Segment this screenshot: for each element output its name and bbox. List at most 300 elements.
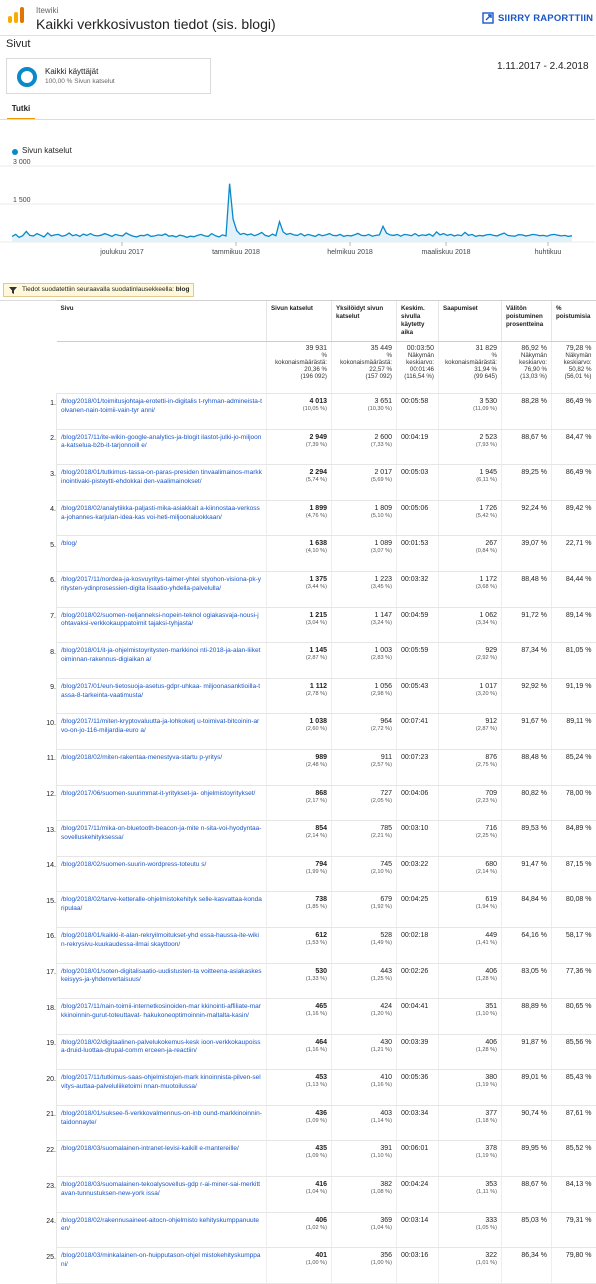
avg-time-cell-value: 00:04:25 <box>401 896 429 904</box>
bounce-rate-cell <box>502 571 552 607</box>
exit-rate-cell-value: 87,61 % <box>565 1109 592 1117</box>
totals-cell <box>397 342 439 394</box>
page-cell <box>57 1248 267 1284</box>
entrances-cell-value: 1 945 <box>479 469 497 477</box>
bounce-rate-cell-value: 89,01 % <box>521 1074 547 1082</box>
exit-rate-cell-value: 84,44 % <box>565 575 592 583</box>
bounce-rate-cell-value: 88,67 % <box>521 433 547 441</box>
table-row <box>57 999 596 1035</box>
filter-note-value: blog <box>175 286 190 293</box>
page-cell <box>57 892 267 928</box>
page-path-link[interactable]: /blog/2017/11/tutkimus-saas-ohjelmistojen-mark kinoinnista-pilven-selvitys-auttaa-palveluliiketoimi nnan-muotoilussa/ <box>61 1074 261 1091</box>
bounce-rate-cell-value: 83,05 % <box>521 967 547 975</box>
pageviews-cell-percent: (2,14 %) <box>305 833 327 840</box>
row-index: 2. <box>50 435 56 443</box>
chart-x-tick-label: maaliskuu 2018 <box>421 249 471 256</box>
page-cell <box>57 1070 267 1106</box>
pageviews-cell <box>267 999 332 1035</box>
bounce-rate-cell <box>502 465 552 501</box>
exit-rate-cell-value: 78,00 % <box>565 789 592 797</box>
entrances-cell-percent: (3,34 %) <box>475 619 497 626</box>
chart-x-tick-label: joulukuu 2017 <box>100 249 144 256</box>
unique-pageviews-cell <box>332 892 397 928</box>
entrances-cell-percent: (1,05 %) <box>475 1224 497 1231</box>
bounce-rate-cell <box>502 1034 552 1070</box>
unique-pageviews-cell <box>332 571 397 607</box>
unique-pageviews-cell-percent: (1,92 %) <box>370 904 392 911</box>
exit-rate-cell <box>552 1212 596 1248</box>
unique-pageviews-cell-percent: (1,08 %) <box>370 1189 392 1196</box>
unique-pageviews-cell-value: 1 003 <box>374 647 392 655</box>
page-path-link[interactable]: /blog/2018/01/tutkimus-tassa-on-paras-presiden tinvaalimainos-markkinointivaki-pisteytti-ehdokkai den-vaalimainokset/ <box>61 469 262 485</box>
entrances-cell <box>439 1105 502 1141</box>
avg-time-cell <box>397 465 439 501</box>
unique-pageviews-cell-percent: (1,10 %) <box>370 1153 392 1160</box>
pageviews-cell <box>267 1141 332 1177</box>
bounce-rate-cell-value: 92,24 % <box>521 504 547 512</box>
avg-time-cell-value: 00:03:32 <box>401 575 429 583</box>
segment-selector[interactable] <box>6 58 211 94</box>
page-path-link[interactable]: /blog/2018/02/suomen-suurin-wordpress-toteutu s/ <box>61 860 207 868</box>
avg-time-cell <box>397 678 439 714</box>
bounce-rate-cell-value: 89,95 % <box>521 1145 547 1153</box>
pageviews-cell-value: 794 <box>315 860 327 868</box>
avg-time-cell <box>397 999 439 1035</box>
unique-pageviews-cell <box>332 927 397 963</box>
avg-time-cell <box>397 1034 439 1070</box>
page-cell <box>57 1177 267 1213</box>
table-row <box>57 1177 596 1213</box>
row-index: 8. <box>50 648 56 656</box>
entrances-cell-percent: (3,68 %) <box>475 583 497 590</box>
page-path-link[interactable]: /blog/2018/01/toimitusjohtaja-erotetti-in-digitalis t-ryhman-admineista-tolvanen-nain-toimii-vain-tyr anni/ <box>61 398 262 414</box>
avg-time-cell <box>397 1070 439 1106</box>
bounce-rate-cell-value: 88,67 % <box>521 1181 547 1189</box>
entrances-cell <box>439 1141 502 1177</box>
page-cell <box>57 927 267 963</box>
totals-detail: (56,01 %) <box>564 373 592 380</box>
exit-rate-cell-value: 86,49 % <box>565 398 592 405</box>
avg-time-cell-value: 00:02:18 <box>401 931 429 939</box>
bounce-rate-cell-value: 89,53 % <box>521 825 547 833</box>
table-row <box>57 1141 596 1177</box>
pageviews-cell-value: 4 013 <box>309 398 327 405</box>
page-path-link[interactable]: /blog/2017/11/miten-kryptovaluutta-ja-lohkoketj u-toimivat-bitcoinin-arvo-on-jo-116-miljardia-euro a/ <box>61 718 260 735</box>
page-path-link[interactable]: /blog/2018/01/soten-digitalisaatio-uudistusten-ta voitteena-asiakaskeskeisyys-ja-yhdenvertaisuus/ <box>61 967 262 984</box>
entrances-cell-value: 377 <box>485 1109 497 1117</box>
unique-pageviews-cell <box>332 856 397 892</box>
unique-pageviews-cell-value: 356 <box>380 1252 392 1260</box>
unique-pageviews-cell <box>332 643 397 679</box>
totals-detail: Näkymän <box>520 352 547 359</box>
unique-pageviews-cell-value: 369 <box>380 1216 392 1224</box>
unique-pageviews-cell <box>332 1212 397 1248</box>
table-row <box>57 429 596 465</box>
pageviews-line-chart <box>0 158 595 268</box>
table-row <box>57 465 596 501</box>
exit-rate-cell <box>552 999 596 1035</box>
avg-time-cell-value: 00:07:41 <box>401 718 429 726</box>
unique-pageviews-cell <box>332 1248 397 1284</box>
unique-pageviews-cell-percent: (2,05 %) <box>370 797 392 804</box>
pageviews-cell-value: 1 112 <box>309 682 327 690</box>
bounce-rate-cell <box>502 999 552 1035</box>
exit-rate-cell-value: 89,42 % <box>565 504 592 512</box>
entrances-cell <box>439 892 502 928</box>
entrances-cell <box>439 1070 502 1106</box>
entrances-cell-value: 716 <box>485 825 497 833</box>
totals-detail: (13,03 %) <box>520 373 547 380</box>
page-path-link[interactable]: /blog/2018/01/suksee-fi-verkkovalmennus-on-inb ound-markkinoinnin-taidonnayte/ <box>61 1109 262 1126</box>
table-row <box>57 714 596 750</box>
exit-rate-cell-value: 80,65 % <box>565 1003 592 1011</box>
unique-pageviews-cell <box>332 607 397 643</box>
entrances-cell <box>439 821 502 857</box>
pageviews-cell <box>267 1212 332 1248</box>
avg-time-cell-value: 00:03:22 <box>401 860 429 868</box>
bounce-rate-cell <box>502 1212 552 1248</box>
exit-rate-cell <box>552 1070 596 1106</box>
page-path-link[interactable]: /blog/2018/03/minkalainen-on-huipputason-ohjel mistokehityskumppani/ <box>61 1252 261 1269</box>
entrances-cell <box>439 500 502 536</box>
page-path-link[interactable]: /blog/2017/01/eun-tietosuoja-asetus-gdpr-uhkaa- miljoonasanktioilla-tassa-8-tarkeinta-vaatimusta/ <box>61 682 261 699</box>
unique-pageviews-cell-value: 1 147 <box>374 611 392 619</box>
bounce-rate-cell-value: 90,74 % <box>521 1109 547 1117</box>
pageviews-cell-value: 1 215 <box>309 611 327 619</box>
avg-time-cell <box>397 1105 439 1141</box>
unique-pageviews-cell-value: 382 <box>380 1181 392 1189</box>
pageviews-cell-percent: (1,16 %) <box>305 1046 327 1053</box>
pageviews-cell-percent: (2,87 %) <box>305 655 327 662</box>
bounce-rate-cell <box>502 963 552 999</box>
page-path-link[interactable]: /blog/2018/02/digitaalinen-palvelukokemus-kesk ioon-verkkokaupoissa-druid-luottaa-drupal-comm erceen-ja-reactiin/ <box>61 1038 261 1055</box>
page-path-link[interactable]: /blog/2018/03/suomalainen-tekoalysovellus-gdp r-ai-miner-sai-merkittavan-tunnustuksen-new-york issa/ <box>61 1181 261 1197</box>
col-avg-time-header[interactable]: Keskim. sivulla käytetty aika <box>397 301 439 342</box>
avg-time-cell <box>397 536 439 572</box>
chart-series-line <box>12 184 572 238</box>
entrances-cell-value: 449 <box>485 931 497 939</box>
entrances-cell-percent: (1,28 %) <box>475 975 497 982</box>
pageviews-cell-value: 465 <box>315 1003 327 1011</box>
unique-pageviews-cell <box>332 1177 397 1213</box>
page-path-link[interactable]: /blog/2018/01/it-ja-ohjelmistoyritysten-markkinoi nti-2018-ja-alan-liiketoiminnan-rakennus-digiaikan a/ <box>61 647 261 663</box>
totals-value: 00:03:50 <box>406 345 434 352</box>
col-page-header[interactable]: Sivu <box>57 301 267 342</box>
page-cell <box>57 571 267 607</box>
table-row <box>57 643 596 679</box>
bounce-rate-cell <box>502 643 552 679</box>
pageviews-cell <box>267 856 332 892</box>
date-range[interactable]: 1.11.2017 - 2.4.2018 <box>497 61 589 72</box>
page-cell <box>57 749 267 785</box>
page-path-link[interactable]: /blog/ <box>61 540 77 548</box>
page-cell <box>57 1212 267 1248</box>
pageviews-cell-percent: (5,74 %) <box>305 477 327 484</box>
entrances-cell-value: 912 <box>485 718 497 726</box>
page-path-link[interactable]: /blog/2018/02/suomen-neljanneksi-nopein-teknol ogiakasvaja-nousi-johtavaksi-verkkokauppatoimit tajaksi-tyhjasta/ <box>61 611 259 628</box>
pageviews-cell-value: 436 <box>315 1109 327 1117</box>
entrances-cell-value: 1 017 <box>479 682 497 690</box>
entrances-cell-value: 267 <box>485 540 497 548</box>
avg-time-cell <box>397 963 439 999</box>
entrances-cell <box>439 465 502 501</box>
row-index: 17. <box>46 969 56 976</box>
pageviews-cell <box>267 678 332 714</box>
unique-pageviews-cell <box>332 429 397 465</box>
exit-rate-cell-value: 91,19 % <box>565 682 592 690</box>
row-index: 22. <box>46 1146 56 1154</box>
entrances-cell <box>439 536 502 572</box>
chart-y-tick-label: 1 500 <box>13 197 31 204</box>
tab-explore[interactable]: Tutki <box>7 98 35 120</box>
pageviews-cell-value: 2 294 <box>309 469 327 477</box>
totals-cell <box>502 342 552 394</box>
page-path-link[interactable]: /blog/2018/02/analytiikka-paljasti-mika-asiakkait a-kiinnostaa-verkossa-johannes-karjulan-idea-kas voi-heti-miljoonaluokkaan/ <box>61 504 260 521</box>
entrances-cell-percent: (2,87 %) <box>475 726 497 733</box>
open-in-new-icon <box>482 12 494 24</box>
page-path-link[interactable]: /blog/2018/03/suomalainen-intranet-levisi-kaikill e-mantereille/ <box>61 1145 239 1153</box>
exit-rate-cell-value: 86,49 % <box>565 469 592 477</box>
header-divider <box>0 35 595 36</box>
entrances-cell <box>439 1212 502 1248</box>
page-path-link[interactable]: /blog/2017/11/mika-on-bluetooth-beacon-ja-mite n-sita-voi-hyodyntaa-sovelluskehityksessa/ <box>61 825 262 841</box>
entrances-cell-value: 322 <box>485 1252 497 1260</box>
unique-pageviews-cell-percent: (1,16 %) <box>370 1082 392 1089</box>
exit-rate-cell-value: 84,13 % <box>565 1181 592 1189</box>
table-row <box>57 1248 596 1284</box>
bounce-rate-cell <box>502 394 552 430</box>
legend-label: Sivun katselut <box>22 146 72 155</box>
entrances-cell <box>439 394 502 430</box>
exit-rate-cell <box>552 394 596 430</box>
unique-pageviews-cell-value: 1 809 <box>374 504 392 512</box>
row-index: 13. <box>46 826 56 834</box>
entrances-cell-value: 380 <box>485 1074 497 1082</box>
avg-time-cell-value: 00:03:14 <box>401 1216 429 1224</box>
exit-rate-cell-value: 80,08 % <box>565 896 592 904</box>
totals-detail: Näkymän <box>565 352 592 359</box>
table-row <box>57 1105 596 1141</box>
exit-rate-cell <box>552 429 596 465</box>
table-row <box>57 785 596 821</box>
exit-rate-cell-value: 58,17 % <box>565 931 592 939</box>
avg-time-cell <box>397 1248 439 1284</box>
totals-cell <box>267 342 332 394</box>
pageviews-cell-percent: (3,04 %) <box>305 619 327 626</box>
chart-x-tick-label: huhtikuu <box>534 249 562 256</box>
avg-time-cell <box>397 821 439 857</box>
entrances-cell-percent: (7,93 %) <box>475 441 497 448</box>
pageviews-cell <box>267 1248 332 1284</box>
row-index: 12. <box>46 791 56 799</box>
row-index: 21. <box>46 1111 56 1119</box>
bounce-rate-cell <box>502 607 552 643</box>
totals-detail: kokonaismäärästä: <box>275 359 327 366</box>
col-entrances-header[interactable]: Saapumiset <box>439 301 502 342</box>
entrances-cell-value: 680 <box>485 860 497 868</box>
totals-cell <box>332 342 397 394</box>
chart-y-tick-label: 3 000 <box>13 159 31 166</box>
totals-detail: (196 092) <box>300 373 327 380</box>
entrances-cell <box>439 429 502 465</box>
entrances-cell-percent: (1,94 %) <box>475 904 497 911</box>
bounce-rate-cell-value: 88,89 % <box>521 1003 547 1011</box>
unique-pageviews-cell-value: 528 <box>380 931 392 939</box>
totals-detail: % <box>491 352 497 359</box>
exit-rate-cell <box>552 1141 596 1177</box>
entrances-cell-percent: (1,01 %) <box>475 1260 497 1267</box>
entrances-cell-percent: (6,11 %) <box>476 477 497 484</box>
col-pageviews-header[interactable]: Sivun katselut <box>267 301 332 342</box>
col-exit-rate-header[interactable]: % poistumisia <box>552 301 596 342</box>
totals-detail: 76,90 % <box>524 366 547 373</box>
page-cell <box>57 607 267 643</box>
unique-pageviews-cell-value: 1 223 <box>374 575 392 583</box>
pageviews-cell-percent: (1,13 %) <box>305 1082 327 1089</box>
pageviews-cell <box>267 536 332 572</box>
avg-time-cell-value: 00:05:06 <box>401 504 429 512</box>
unique-pageviews-cell-value: 424 <box>380 1003 392 1011</box>
totals-detail: % <box>386 352 392 359</box>
table-header-row <box>57 301 596 342</box>
unique-pageviews-cell-percent: (1,25 %) <box>370 975 392 982</box>
entrances-cell <box>439 963 502 999</box>
unique-pageviews-cell-percent: (1,14 %) <box>370 1117 392 1124</box>
pageviews-cell <box>267 465 332 501</box>
exit-rate-cell <box>552 821 596 857</box>
pages-table <box>56 300 596 1284</box>
entrances-cell-percent: (2,75 %) <box>475 761 497 768</box>
page-cell <box>57 856 267 892</box>
entrances-cell <box>439 749 502 785</box>
pageviews-cell-value: 401 <box>315 1252 327 1260</box>
totals-detail: keskiarvo: <box>406 359 434 366</box>
entrances-cell <box>439 607 502 643</box>
exit-rate-cell-value: 81,05 % <box>565 647 592 655</box>
row-index: 24. <box>46 1218 56 1226</box>
unique-pageviews-cell-value: 410 <box>380 1074 392 1082</box>
unique-pageviews-cell <box>332 714 397 750</box>
pageviews-cell-value: 989 <box>315 753 327 761</box>
unique-pageviews-cell-percent: (2,72 %) <box>370 726 392 733</box>
pageviews-cell <box>267 1105 332 1141</box>
entrances-cell-value: 2 523 <box>479 433 497 441</box>
entrances-cell-percent: (2,23 %) <box>475 797 497 804</box>
avg-time-cell <box>397 785 439 821</box>
bounce-rate-cell <box>502 429 552 465</box>
pageviews-cell-percent: (1,09 %) <box>305 1153 327 1160</box>
bounce-rate-cell-value: 88,28 % <box>521 398 547 405</box>
pageviews-cell <box>267 1070 332 1106</box>
page-path-link[interactable]: /blog/2018/02/miten-rakentaa-menestyva-startu p-yritys/ <box>61 753 223 761</box>
bounce-rate-cell <box>502 892 552 928</box>
legend-dot <box>12 149 18 155</box>
bounce-rate-cell <box>502 785 552 821</box>
col-bounce-rate-header[interactable]: Välitön poistuminen prosentteina <box>502 301 552 342</box>
bounce-rate-cell-value: 85,03 % <box>521 1216 547 1224</box>
go-to-report-link[interactable] <box>482 12 593 24</box>
row-index: 18. <box>46 1004 56 1012</box>
filter-note-text: Tiedot suodatettiin seuraavalla suodatinlausekkeella: <box>22 286 174 293</box>
bounce-rate-cell <box>502 927 552 963</box>
unique-pageviews-cell-percent: (1,00 %) <box>370 1260 392 1267</box>
pageviews-cell-value: 868 <box>315 789 327 797</box>
page-path-link[interactable]: /blog/2017/11/nain-toimii-internetkosinoiden-mar kkinointi-affiliate-markkinoinnin-gurut-toteuttavat- hakukoneoptimoinnin-maltalta-kasin/ <box>61 1003 261 1019</box>
pageviews-cell <box>267 785 332 821</box>
pageviews-cell-value: 1 638 <box>309 540 327 548</box>
pageviews-cell <box>267 571 332 607</box>
table-row <box>57 500 596 536</box>
pageviews-cell <box>267 429 332 465</box>
page-path-link[interactable]: /blog/2018/01/kaikki-it-alan-rekryilmoitukset-yhd essa-haussa-ite-wikin-rekrysivu-kuukaudessa-ilmai skayttoon/ <box>61 931 259 948</box>
page-path-link[interactable]: /blog/2018/02/tarve-ketteralle-ohjelmistokehityk selle-kasvattaa-kondaripulaa/ <box>61 896 262 913</box>
pageviews-cell-percent: (1,53 %) <box>305 939 327 946</box>
entrances-cell <box>439 1034 502 1070</box>
page-path-link[interactable]: /blog/2017/11/ite-wikin-google-analytics-ja-blogit ilastot-julki-jo-miljoona-katselua-b2b-it-tarjonnoill e/ <box>61 433 262 450</box>
pageviews-cell <box>267 749 332 785</box>
totals-value: 31 829 <box>475 345 497 352</box>
bounce-rate-cell-value: 87,34 % <box>521 647 547 655</box>
unique-pageviews-cell-value: 1 089 <box>374 540 392 548</box>
page-path-link[interactable]: /blog/2018/02/rakennusaineet-aitocn-ohjelmisto kehityskumppanuuteen/ <box>61 1216 260 1233</box>
exit-rate-cell <box>552 856 596 892</box>
avg-time-cell <box>397 714 439 750</box>
unique-pageviews-cell <box>332 821 397 857</box>
row-index: 7. <box>50 613 56 621</box>
avg-time-cell <box>397 927 439 963</box>
unique-pageviews-cell <box>332 1105 397 1141</box>
table-row <box>57 821 596 857</box>
page-cell <box>57 429 267 465</box>
pageviews-cell-value: 1 375 <box>309 575 327 583</box>
row-index: 10. <box>46 719 56 727</box>
totals-detail: Näkymän <box>407 352 434 359</box>
filter-note <box>3 283 194 297</box>
exit-rate-cell-value: 84,89 % <box>565 825 592 833</box>
table-row <box>57 892 596 928</box>
pageviews-cell <box>267 821 332 857</box>
entrances-cell-value: 353 <box>485 1181 497 1189</box>
unique-pageviews-cell-value: 443 <box>380 967 392 975</box>
report-title: Kaikki verkkosivuston tiedot (sis. blogi) <box>36 16 276 32</box>
page-cell <box>57 678 267 714</box>
exit-rate-cell <box>552 1105 596 1141</box>
entrances-cell <box>439 714 502 750</box>
page-path-link[interactable]: /blog/2017/06/suomen-suurimmat-it-yritykset-ja- ohjelmistoyritykset/ <box>61 789 256 797</box>
table-row <box>57 963 596 999</box>
segment-name: Kaikki käyttäjät <box>45 67 99 76</box>
chart-x-tick-label: helmikuu 2018 <box>327 249 373 256</box>
bounce-rate-cell <box>502 1105 552 1141</box>
pageviews-cell <box>267 607 332 643</box>
pageviews-cell-percent: (1,04 %) <box>305 1189 327 1196</box>
entrances-cell-value: 3 530 <box>479 398 497 405</box>
col-unique-pageviews-header[interactable]: Yksilöidyt sivun katselut <box>332 301 397 342</box>
unique-pageviews-cell <box>332 1034 397 1070</box>
page-path-link[interactable]: /blog/2017/11/nordea-ja-kosvuyritys-taimer-yhtei styohon-visiona-pk-yritysten-ydinprosessien-digita lisaatio-yhdella-palvelulla/ <box>61 575 262 592</box>
pageviews-cell-value: 435 <box>315 1145 327 1153</box>
totals-detail: (99 645) <box>473 373 497 380</box>
pageviews-cell-percent: (2,17 %) <box>305 797 327 804</box>
unique-pageviews-cell-value: 1 056 <box>374 682 392 690</box>
totals-detail: 50,82 % <box>568 366 592 373</box>
bounce-rate-cell-value: 86,34 % <box>521 1252 547 1260</box>
exit-rate-cell-value: 22,71 % <box>565 540 592 548</box>
exit-rate-cell <box>552 571 596 607</box>
segment-subtitle: 100,00 % Sivun katselut <box>45 78 115 85</box>
exit-rate-cell <box>552 536 596 572</box>
unique-pageviews-cell-value: 727 <box>380 789 392 797</box>
